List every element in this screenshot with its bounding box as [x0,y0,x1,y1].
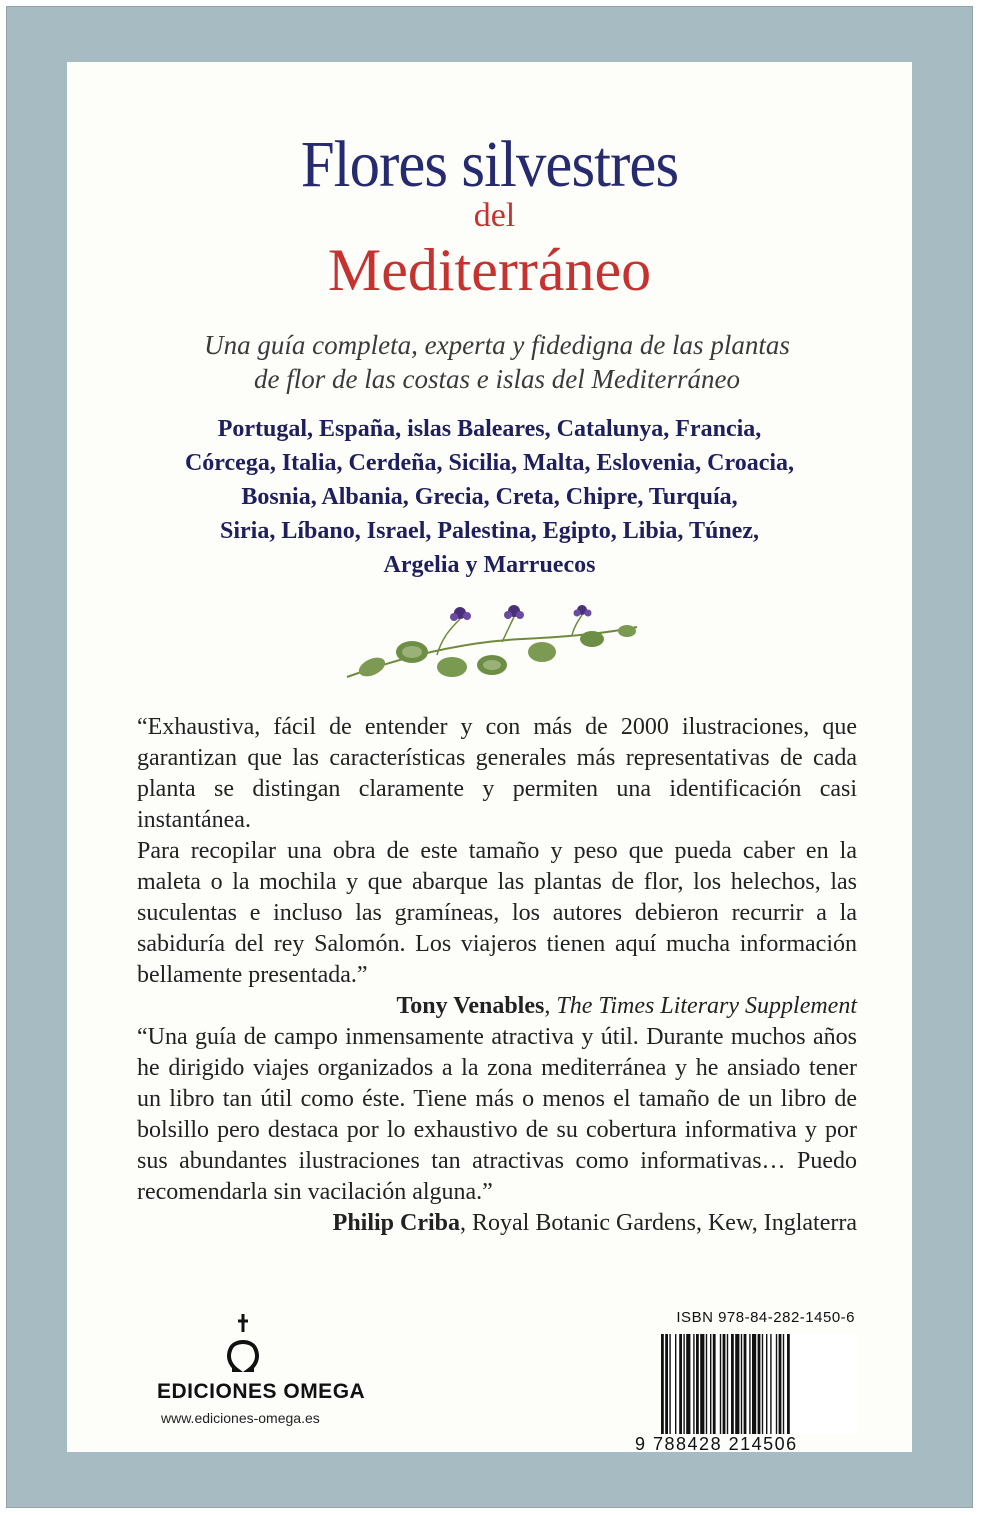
title-connector: del [473,197,516,234]
country-list [107,412,872,582]
title-line-1: Flores silvestres [300,128,679,201]
isbn-label: ISBN 978-84-282-1450-6 [676,1309,855,1326]
barcode-bar [735,1334,739,1434]
barcode-bar [741,1334,742,1434]
country-line: Argelia y Marruecos [383,552,596,578]
review-1-paragraph-1: “Exhaustiva, fácil de entender y con más de 2000 ilustraciones, que garantizan que las características generales más representativas de cada planta se distingan claramente y permiten una identificación casi instantánea. [137,714,857,833]
barcode-bar [665,1334,668,1434]
barcode-bar [706,1334,707,1434]
barcode-bar [749,1334,750,1434]
barcode-bar [783,1334,784,1434]
barcode-bar [679,1334,682,1434]
subtitle-line-1: Una guía completa, experta y fidedigna de las plantas [204,330,790,360]
review-2-source: , Royal Botanic Gardens, Kew, Inglaterra [460,1210,857,1236]
barcode-bar [762,1334,763,1434]
barcode-bar [683,1334,684,1434]
barcode-digits: 9 788428 214506 [635,1434,798,1454]
omega-logo-icon [223,1312,263,1374]
review-1-attribution [137,991,857,1022]
country-line: Portugal, España, islas Baleares, Catalunya, Francia, [217,416,762,442]
barcode-bar [752,1334,756,1434]
review-1-paragraph-2: Para recopilar una obra de este tamaño y peso que pueda caber en la maleta o la mochila y que abarque las plantas de flor, los helechos, las suculentas e incluso las gramíneas, los autores debieron recurrir a la sabiduría del rey Salomón. Los viajeros tienen aquí mucha información bellamente presentada.” [137,838,857,988]
barcode-bar [758,1334,761,1434]
country-line: Siria, Líbano, Israel, Palestina, Egipto, Libia, Túnez, [220,518,759,544]
barcode-bar [770,1334,771,1434]
barcode-bar [744,1334,747,1434]
barcode-bar [693,1334,694,1434]
publisher-url: www.ediciones-omega.es [161,1410,320,1426]
subtitle [137,328,857,396]
barcode-bar [661,1334,664,1434]
barcode-bar [710,1334,711,1434]
review-2 [137,1022,857,1239]
book-back-cover [6,6,973,1508]
review-1-source: The Times Literary Supplement [556,993,857,1019]
barcode-bar [696,1334,699,1434]
review-1-author: Tony Venables [396,993,545,1019]
barcode-bar [675,1334,676,1434]
cover-panel [67,62,912,1452]
barcode-bar [720,1334,721,1434]
subtitle-line-2: de flor de las costas e islas del Mediterráneo [254,364,740,394]
review-1-separator: , [544,993,557,1019]
barcode-bar [731,1334,734,1434]
publisher-name: EDICIONES OMEGA [157,1380,366,1403]
publisher-logo-block [157,1312,397,1426]
barcode-bar [779,1334,782,1434]
review-1 [137,712,857,1022]
barcode-bar [727,1334,728,1434]
title-line-2: Mediterráneo [327,237,652,303]
review-2-paragraph: “Una guía de campo inmensamente atractiva y útil. Durante muchos años he dirigido viajes organizados a la zona mediterránea y he ansiado tener un libro tan útil como éste. Tiene más o menos el tamaño de un libro de bolsillo pero destaca por lo exhaustivo de su cobertura informativa y por sus abundantes ilustraciones tan atractivas como informativas… Puedo recomendarla sin vacilación alguna.” [137,1024,857,1205]
review-2-attribution [137,1208,857,1239]
barcode-bar [787,1334,790,1434]
barcode-bar [776,1334,777,1434]
barcode-bar [766,1334,767,1434]
barcode-bar [700,1334,704,1434]
country-line: Bosnia, Albania, Grecia, Creta, Chipre, Turquía, [241,484,738,510]
barcode-bar [686,1334,690,1434]
violet-plant-illustration [342,597,642,687]
barcode-bar [713,1334,716,1434]
barcode-bar [669,1334,670,1434]
barcode-bar [723,1334,726,1434]
barcode [659,1334,859,1434]
review-2-author: Philip Criba [332,1210,461,1236]
country-line: Córcega, Italia, Cerdeña, Sicilia, Malta, Eslovenia, Croacia, [184,450,795,476]
